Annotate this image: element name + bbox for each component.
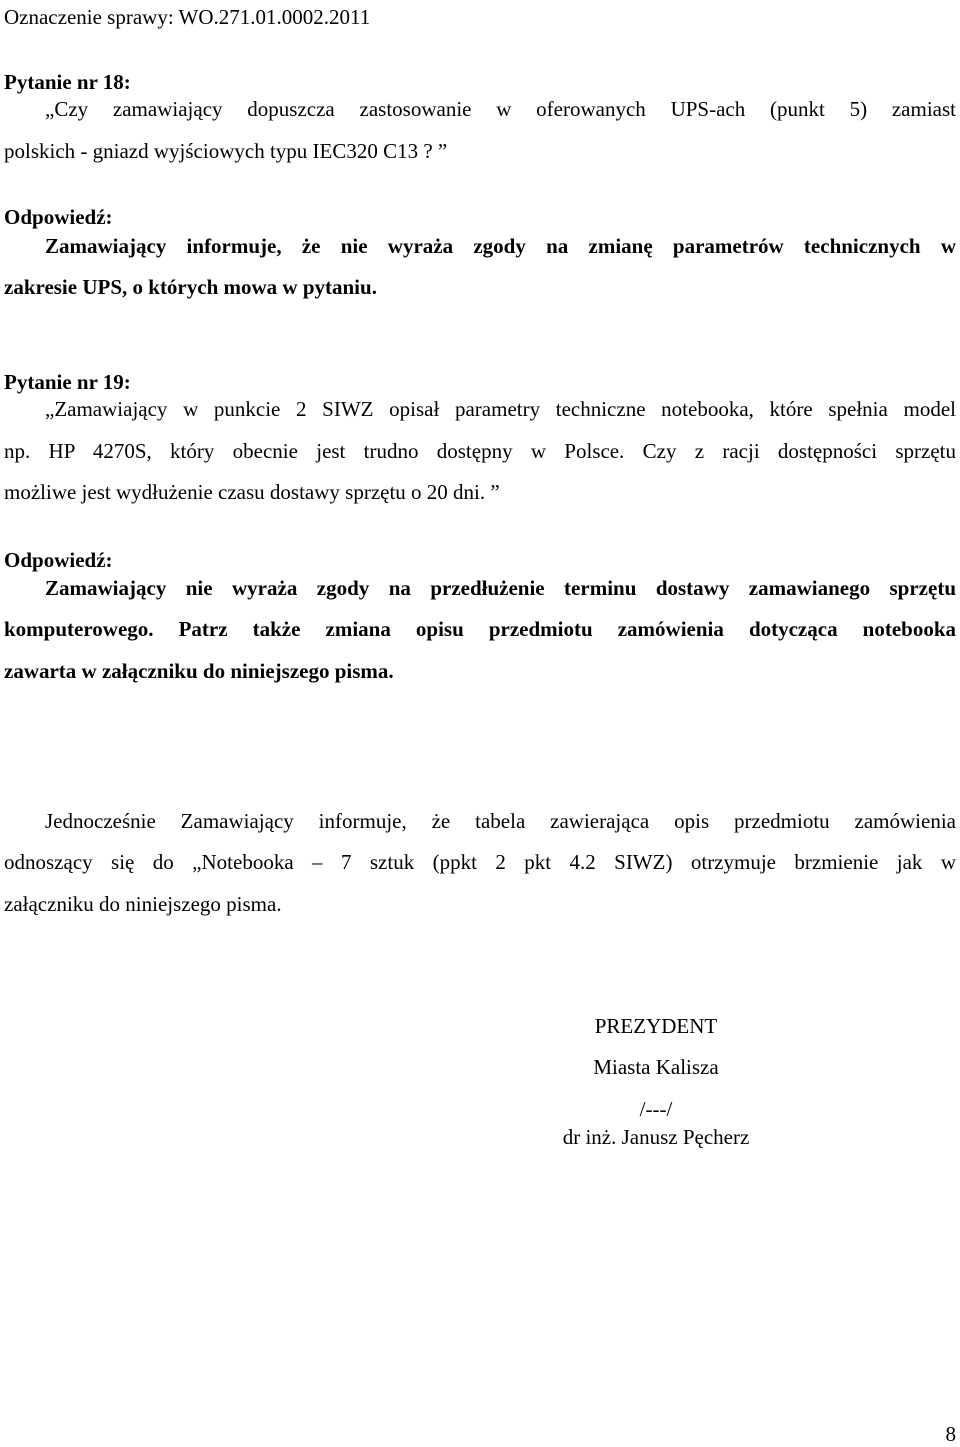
signature-mark: /---/ bbox=[639, 1097, 673, 1121]
answer-19-text-line: Zamawiający nie wyraża zgody na przedłużenie terminu dostawy zamawianego sprzętu bbox=[45, 576, 956, 600]
case-reference: Oznaczenie sprawy: WO.271.01.0002.2011 bbox=[4, 5, 371, 29]
page-number: 8 bbox=[945, 1422, 956, 1446]
question-19-text-line: możliwe jest wydłużenie czasu dostawy sprzętu o 20 dni. ” bbox=[4, 480, 500, 504]
question-18-text-line: „Czy zamawiający dopuszcza zastosowanie w oferowanych UPS-ach (punkt 5) zamiast bbox=[45, 97, 956, 121]
signature-name: dr inż. Janusz Pęcherz bbox=[562, 1125, 750, 1149]
answer-18-text-line: zakresie UPS, o których mowa w pytaniu. bbox=[4, 275, 377, 299]
signature-city: Miasta Kalisza bbox=[593, 1055, 719, 1079]
question-19-text-line: np. HP 4270S, który obecnie jest trudno dostępny w Polsce. Czy z racji dostępności sprzętu bbox=[4, 439, 956, 463]
answer-19-text-line: zawarta w załączniku do niniejszego pisma. bbox=[4, 659, 394, 683]
answer-19-heading: Odpowiedź: bbox=[4, 548, 113, 572]
question-18-text-line: polskich - gniazd wyjściowych typu IEC320 C13 ? ” bbox=[4, 139, 448, 163]
answer-18-text-line: Zamawiający informuje, że nie wyraża zgody na zmianę parametrów technicznych w bbox=[45, 234, 956, 258]
question-18-heading: Pytanie nr 18: bbox=[4, 70, 131, 94]
closing-text-line: załączniku do niniejszego pisma. bbox=[4, 892, 282, 916]
question-19-heading: Pytanie nr 19: bbox=[4, 370, 131, 394]
answer-18-heading: Odpowiedź: bbox=[4, 205, 113, 229]
answer-19-text-line: komputerowego. Patrz także zmiana opisu przedmiotu zamówienia dotycząca notebooka bbox=[4, 617, 956, 641]
signature-title: PREZYDENT bbox=[594, 1014, 718, 1038]
closing-text-line: Jednocześnie Zamawiający informuje, że tabela zawierająca opis przedmiotu zamówienia bbox=[45, 809, 956, 833]
closing-text-line: odnoszący się do „Notebooka – 7 sztuk (ppkt 2 pkt 4.2 SIWZ) otrzymuje brzmienie jak w bbox=[4, 850, 956, 874]
question-19-text-line: „Zamawiający w punkcie 2 SIWZ opisał parametry techniczne notebooka, które spełnia model bbox=[45, 397, 956, 421]
